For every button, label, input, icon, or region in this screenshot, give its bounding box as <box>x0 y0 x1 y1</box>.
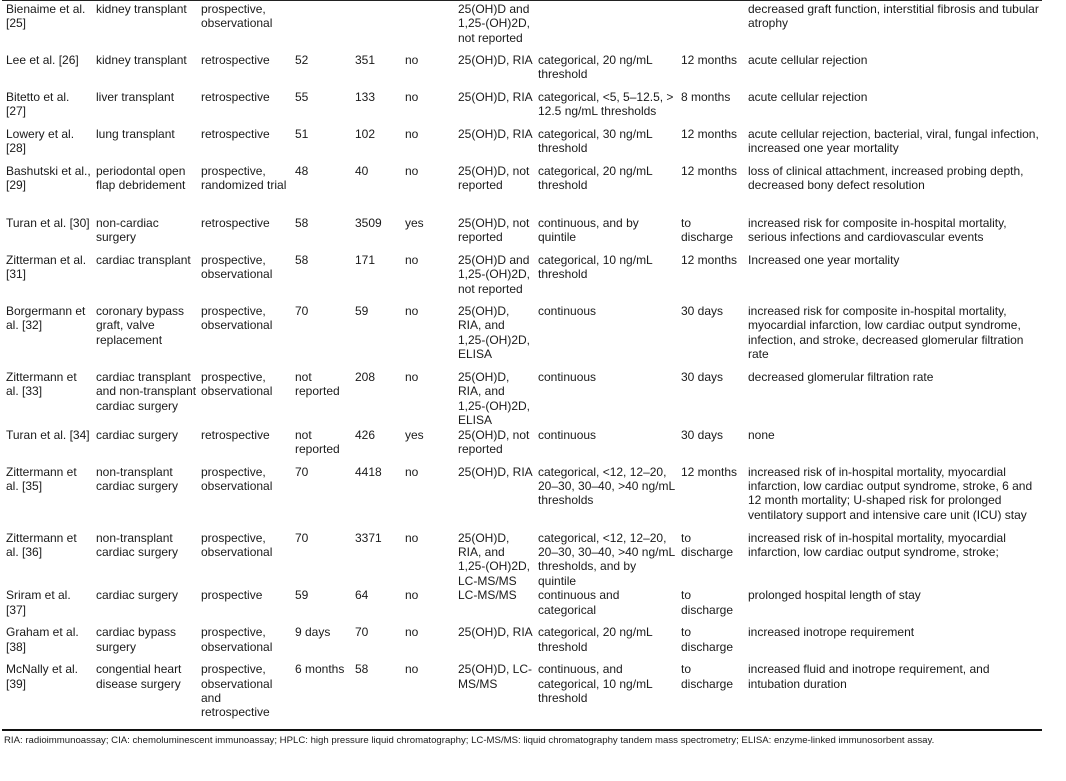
table-bottom-rule <box>2 729 1042 731</box>
cell-procedure: cardiac transplant <box>96 253 191 267</box>
cell-sample-size: 351 <box>355 53 376 67</box>
cell-sample-size: 59 <box>355 304 369 318</box>
cell-analysis: continuous, and by quintile <box>538 216 639 245</box>
cell-sample-size: 208 <box>355 370 376 384</box>
cell-age: not reported <box>295 427 340 457</box>
cell-analysis <box>536 2 679 53</box>
table-row <box>4 164 1046 216</box>
table-row <box>4 216 1046 253</box>
table-row <box>4 304 1046 370</box>
cell-outcome: increased risk for composite in-hospital mortality, serious infections and cardiovascular events <box>748 216 1007 245</box>
cell-outcome: increased risk of in-hospital mortality, myocardial infarction, low cardiac output syndrome, stroke, 6 and 12 month mortality; U-shaped risk for prolonged ventilatory support and intensive care unit (ICU) stay <box>748 464 1033 522</box>
cell-procedure: cardiac surgery <box>96 588 179 603</box>
cell-assay: 25(OH)D and 1,25-(OH)2D, not reported <box>458 2 531 45</box>
cell-age: 55 <box>295 90 309 104</box>
cell-vitd-deficit: yes <box>405 427 424 442</box>
cell-followup: 30 days <box>681 304 724 318</box>
cell-procedure: congential heart disease surgery <box>96 662 182 691</box>
cell-followup: 12 months <box>681 253 738 267</box>
cell-followup: 30 days <box>681 370 724 384</box>
cell-outcome: loss of clinical attachment, increased probing depth, decreased bony defect resolution <box>748 164 1024 193</box>
cell-vitd-deficit: no <box>405 53 419 67</box>
literature-table <box>4 2 1046 720</box>
table-top-rule <box>2 0 1042 1</box>
cell-sample-size: 58 <box>355 662 369 677</box>
cell-vitd-deficit: no <box>405 464 419 479</box>
cell-sample-size: 3371 <box>355 530 382 545</box>
cell-study: Borgermann et al. [32] <box>6 304 86 333</box>
cell-age: 51 <box>295 127 309 141</box>
cell-study: Lowery et al. [28] <box>6 127 75 156</box>
cell-procedure: non-transplant cardiac surgery <box>96 464 179 494</box>
cell-design: prospective, randomized trial <box>201 164 287 193</box>
cell-outcome: decreased glomerular filtration rate <box>748 370 934 384</box>
cell-vitd-deficit: no <box>405 304 419 318</box>
cell-study: Bitetto et al. [27] <box>6 90 70 119</box>
table-row <box>4 588 1046 625</box>
cell-age: 58 <box>295 216 309 230</box>
table-row <box>4 2 1046 53</box>
cell-sample-size: 64 <box>355 588 369 603</box>
cell-vitd-deficit: no <box>405 625 419 640</box>
cell-followup: 30 days <box>681 427 724 442</box>
cell-outcome: acute cellular rejection <box>748 90 868 104</box>
cell-followup: to discharge <box>681 216 734 245</box>
cell-sample-size: 70 <box>355 625 369 640</box>
cell-sample-size: 102 <box>355 127 376 141</box>
cell-outcome: increased fluid and inotrope requirement, and intubation duration <box>748 662 990 691</box>
cell-design: prospective, observational <box>201 253 273 282</box>
cell-vitd-deficit: no <box>405 164 419 178</box>
cell-age: 9 days <box>295 625 331 640</box>
cell-design: retrospective <box>201 90 270 104</box>
cell-followup: to discharge <box>681 625 734 654</box>
cell-analysis: continuous <box>538 304 597 318</box>
cell-analysis: categorical, 30 ng/mL threshold <box>538 127 653 156</box>
cell-study: Lee et al. [26] <box>6 53 79 67</box>
cell-vitd-deficit: no <box>405 530 419 545</box>
cell-assay: 25(OH)D, RIA <box>458 127 533 141</box>
cell-study: Zittermann et al. [36] <box>6 530 77 560</box>
table-row <box>4 53 1046 90</box>
cell-sample-size: 4418 <box>355 464 382 479</box>
cell-followup: to discharge <box>681 530 734 560</box>
cell-age: 70 <box>295 304 309 318</box>
cell-sample-size: 3509 <box>355 216 382 230</box>
cell-procedure: liver transplant <box>96 90 175 104</box>
cell-vitd-deficit: no <box>405 588 419 603</box>
cell-outcome: acute cellular rejection <box>748 53 868 67</box>
cell-age: 70 <box>295 464 309 479</box>
cell-outcome: increased inotrope requirement <box>748 625 915 640</box>
cell-design: retrospective <box>201 127 270 141</box>
cell-assay: 25(OH)D, not reported <box>458 216 530 245</box>
cell-followup: 12 months <box>681 127 738 141</box>
cell-analysis: continuous, and categorical, 10 ng/mL threshold <box>538 662 653 706</box>
cell-assay: 25(OH)D, not reported <box>458 164 530 193</box>
table-footnote: RIA: radioimmunoassay; CIA: chemoluminescent immunoassay; HPLC: high pressure liquid chromatography; LC-MS/MS: liquid chromatography tandem mass spectrometry; ELISA: enzyme-linked immunosorbent assay. <box>4 735 935 746</box>
cell-design: prospective, observational <box>201 370 273 399</box>
cell-vitd-deficit: no <box>405 253 419 267</box>
cell-vitd-deficit: yes <box>405 216 424 230</box>
cell-design: retrospective <box>201 427 270 442</box>
cell-study: Turan et al. [30] <box>6 216 90 230</box>
cell-procedure: cardiac surgery <box>96 427 179 442</box>
table-row <box>4 531 1046 589</box>
cell-age: 59 <box>295 588 309 603</box>
cell-procedure: cardiac bypass surgery <box>96 625 177 654</box>
cell-assay: 25(OH)D and 1,25-(OH)2D, not reported <box>458 253 531 296</box>
cell-procedure: lung transplant <box>96 127 175 141</box>
cell-analysis: categorical, 20 ng/mL threshold <box>538 164 653 193</box>
cell-assay: 25(OH)D, RIA, and 1,25-(OH)2D, ELISA <box>458 370 531 428</box>
cell-followup: 8 months <box>681 90 731 104</box>
cell-study: Bienaime et al. [25] <box>6 2 86 31</box>
cell-followup: to discharge <box>681 662 734 691</box>
cell-outcome: increased risk of in-hospital mortality, myocardial infarction, low cardiac output syndrome, stroke; <box>748 530 1006 560</box>
table-row <box>4 370 1046 428</box>
cell-procedure: coronary bypass graft, valve replacement <box>96 304 185 347</box>
cell-age: 52 <box>295 53 309 67</box>
cell-assay: 25(OH)D, RIA <box>458 625 533 640</box>
cell-assay: LC-MS/MS <box>458 588 517 603</box>
cell-vitd-deficit: no <box>405 370 419 384</box>
cell-procedure: non-transplant cardiac surgery <box>96 530 179 560</box>
cell-sample-size: 171 <box>355 253 376 267</box>
cell-vitd-deficit: no <box>405 662 419 677</box>
cell-assay: 25(OH)D, LC-MS/MS <box>458 662 533 691</box>
cell-analysis: continuous <box>538 370 597 384</box>
cell-outcome: decreased graft function, interstitial fibrosis and tubular atrophy <box>748 2 1039 31</box>
cell-followup <box>679 2 746 53</box>
cell-analysis: categorical, 20 ng/mL threshold <box>538 625 653 654</box>
table-row <box>4 90 1046 127</box>
cell-assay: 25(OH)D, RIA <box>458 464 533 479</box>
cell-design: prospective, observational and retrospective <box>201 662 273 720</box>
cell-sample-size <box>353 2 403 53</box>
table-body <box>4 2 1046 720</box>
cell-analysis: categorical, 10 ng/mL threshold <box>538 253 653 282</box>
table-row <box>4 253 1046 304</box>
cell-study: Bashutski et al., [29] <box>6 164 91 193</box>
cell-study: Turan et al. [34] <box>6 427 90 442</box>
cell-design: retrospective <box>201 216 270 230</box>
cell-vitd-deficit: no <box>405 90 419 104</box>
cell-design: retrospective <box>201 53 270 67</box>
cell-outcome: increased risk for composite in-hospital mortality, myocardial infarction, low cardiac output syndrome, infection, and stroke, decreased glomerular filtration rate <box>748 304 1024 362</box>
cell-procedure: cardiac transplant and non-transplant cardiac surgery <box>96 370 197 413</box>
table-row <box>4 127 1046 164</box>
cell-analysis: categorical, <12, 12–20, 20–30, 30–40, >40 ng/mL thresholds, and by quintile <box>538 530 675 588</box>
cell-age: 58 <box>295 253 309 267</box>
cell-design: prospective, observational <box>201 304 273 333</box>
cell-study: Zittermann et al. [33] <box>6 370 77 399</box>
cell-age: not reported <box>295 370 340 399</box>
cell-vitd-deficit: no <box>405 127 419 141</box>
table-row <box>4 662 1046 720</box>
cell-age <box>293 2 353 53</box>
cell-analysis: continuous <box>538 427 597 442</box>
cell-design: prospective, observational <box>201 625 273 654</box>
cell-study: Zitterman et al. [31] <box>6 253 87 282</box>
cell-analysis: categorical, 20 ng/mL threshold <box>538 53 653 82</box>
cell-age: 70 <box>295 530 309 545</box>
table-row <box>4 465 1046 531</box>
cell-procedure: non-cardiac surgery <box>96 216 159 245</box>
cell-assay: 25(OH)D, RIA <box>458 53 533 67</box>
table-row <box>4 428 1046 465</box>
cell-study: Sriram et al. [37] <box>6 588 71 617</box>
cell-assay: 25(OH)D, not reported <box>458 427 530 457</box>
cell-assay: 25(OH)D, RIA <box>458 90 533 104</box>
cell-sample-size: 133 <box>355 90 376 104</box>
cell-procedure: kidney transplant <box>96 53 187 67</box>
cell-design: prospective, observational <box>201 530 273 560</box>
cell-procedure: periodontal open flap debridement <box>96 164 186 193</box>
cell-sample-size: 426 <box>355 427 376 442</box>
cell-outcome: prolonged hospital length of stay <box>748 588 921 603</box>
cell-outcome: Increased one year mortality <box>748 253 900 267</box>
cell-study: Graham et al. [38] <box>6 625 79 654</box>
cell-design: prospective, observational <box>201 2 273 31</box>
cell-outcome: acute cellular rejection, bacterial, viral, fungal infection, increased one year mortality <box>748 127 1039 156</box>
cell-assay: 25(OH)D, RIA, and 1,25-(OH)2D, ELISA <box>458 304 531 362</box>
cell-followup: 12 months <box>681 164 738 178</box>
cell-age: 6 months <box>295 662 345 677</box>
cell-analysis: continuous and categorical <box>538 588 620 617</box>
cell-followup: to discharge <box>681 588 734 617</box>
cell-procedure: kidney transplant <box>96 2 187 16</box>
table-row <box>4 625 1046 662</box>
cell-followup: 12 months <box>681 464 738 479</box>
cell-vitd-deficit <box>403 2 456 53</box>
cell-sample-size: 40 <box>355 164 369 178</box>
cell-design: prospective <box>201 588 263 603</box>
cell-design: prospective, observational <box>201 464 273 494</box>
cell-analysis: categorical, <5, 5–12.5, > 12.5 ng/mL thresholds <box>538 90 674 119</box>
cell-followup: 12 months <box>681 53 738 67</box>
cell-analysis: categorical, <12, 12–20, 20–30, 30–40, >40 ng/mL thresholds <box>538 464 675 508</box>
cell-outcome: none <box>748 427 775 442</box>
cell-age: 48 <box>295 164 309 178</box>
cell-study: McNally et al. [39] <box>6 662 79 691</box>
cell-study: Zittermann et al. [35] <box>6 464 77 494</box>
cell-assay: 25(OH)D, RIA, and 1,25-(OH)2D, LC-MS/MS <box>458 530 531 588</box>
